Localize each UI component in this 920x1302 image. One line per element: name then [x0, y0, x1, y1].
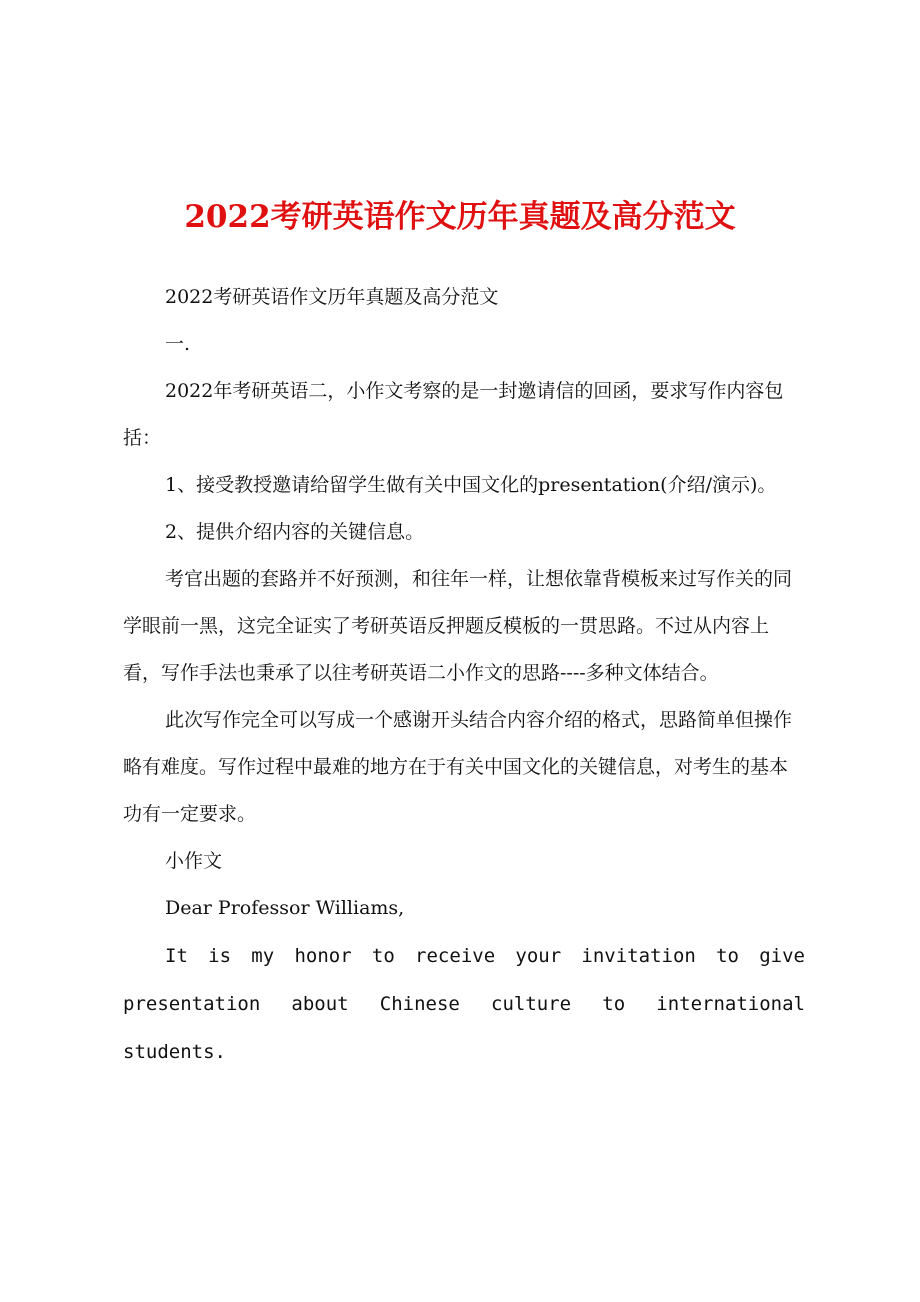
requirement-2: 2、提供介绍内容的关键信息。 — [165, 521, 425, 543]
document-body — [123, 274, 805, 1076]
intro-paragraph: 2022年考研英语二，小作文考察的是一封邀请信的回函，要求写作内容包括： — [123, 380, 784, 449]
letter-line-2: presentation about Chinese culture to international students. — [123, 993, 805, 1063]
analysis-paragraph: 考官出题的套路并不好预测，和往年一样，让想依靠背模板来过写作关的同学眼前一黑，这完全证实了考研英语反押题反模板的一贯思路。不过从内容上看，写作手法也秉承了以往考研英语二小作文的思路----多种文体结合。 — [123, 568, 793, 684]
document-title: 2022考研英语作文历年真题及高分范文 — [184, 199, 736, 235]
subtitle-paragraph: 2022考研英语作文历年真题及高分范文 — [165, 286, 499, 308]
letter-line-1: It is my honor to receive your invitation to give — [165, 945, 805, 967]
approach-paragraph: 此次写作完全可以写成一个感谢开头结合内容介绍的格式，思路简单但操作略有难度。写作过程中最难的地方在于有关中国文化的关键信息，对考生的基本功有一定要求。 — [123, 709, 793, 825]
requirement-1: 1、接受教授邀请给留学生做有关中国文化的presentation(介绍/演示)。 — [165, 474, 777, 496]
essay-heading: 小作文 — [165, 850, 223, 872]
section-number: 一. — [165, 333, 191, 355]
letter-salutation: Dear Professor Williams, — [165, 897, 405, 919]
